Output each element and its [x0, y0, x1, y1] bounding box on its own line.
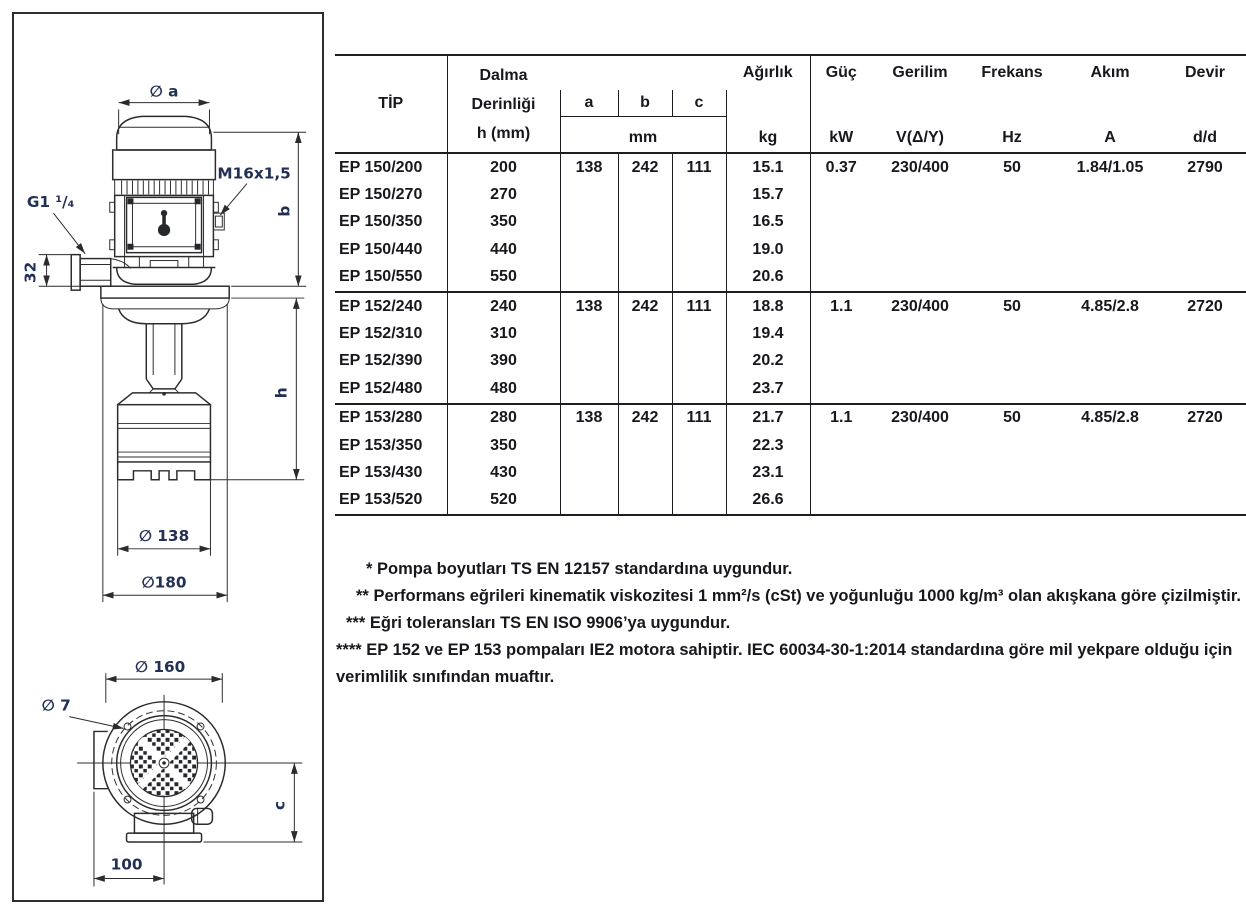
cell-h: 270 — [447, 181, 560, 208]
cell-amp: 4.85/2.8 — [1056, 404, 1164, 432]
col-header-mm-unit: mm — [560, 117, 726, 154]
pump-top-view-drawing — [42, 658, 303, 886]
cell-v — [872, 181, 968, 208]
cell-kg: 21.7 — [726, 404, 810, 432]
cell-c — [672, 487, 726, 515]
cell-tip: EP 150/440 — [339, 240, 423, 258]
cell-kg: 23.7 — [726, 375, 810, 403]
note-text: EP 152 ve EP 153 pompaları IE2 motora sahiptir. IEC 60034-30-1:2014 standardına göre mil yekpare olduğu için verimlilik sınıfından muaftır. — [336, 641, 1233, 686]
spec-table-body — [335, 153, 1246, 515]
cell-kg: 18.8 — [726, 292, 810, 320]
cell-hz: 50 — [968, 292, 1056, 320]
col-header-tip — [335, 55, 447, 153]
note-marker: *** — [346, 614, 366, 632]
cell-b — [618, 320, 672, 347]
table-row — [335, 153, 1246, 181]
col-header-weight: Ağırlık — [742, 64, 793, 81]
cell-h: 240 — [447, 292, 560, 320]
note-marker: **** — [336, 641, 362, 659]
dim-label-diameter-138: ∅ 138 — [138, 526, 190, 545]
cell-amp: 4.85/2.8 — [1056, 292, 1164, 320]
cell-hz — [968, 320, 1056, 347]
cell-v — [872, 459, 968, 486]
cell-c — [672, 209, 726, 236]
cell-c: 111 — [672, 292, 726, 320]
cell-b — [618, 264, 672, 292]
pump-dimension-drawing — [14, 14, 322, 900]
col-header-b: b — [618, 90, 672, 117]
cell-a — [560, 375, 618, 403]
cell-c: 111 — [672, 153, 726, 181]
cell-kw — [810, 264, 872, 292]
cell-h: 350 — [447, 209, 560, 236]
table-row — [335, 236, 1246, 263]
note-paragraph — [336, 610, 1242, 637]
cell-rpm — [1164, 375, 1246, 403]
immersion-line-1: Dalma — [479, 66, 528, 84]
cell-rpm: 2720 — [1164, 292, 1246, 320]
cell-tip: EP 150/350 — [339, 213, 423, 231]
cell-rpm — [1164, 236, 1246, 263]
col-header-weight-unit: kg — [726, 117, 810, 154]
cell-c: 111 — [672, 404, 726, 432]
cell-a — [560, 236, 618, 263]
col-header-voltage-unit: V(Δ/Y) — [896, 129, 944, 146]
cell-rpm — [1164, 320, 1246, 347]
cell-b — [618, 432, 672, 459]
cell-v: 230/400 — [872, 404, 968, 432]
col-header-speed: Devir — [1184, 64, 1226, 81]
dim-label-diameter-a: ∅ a — [149, 82, 179, 101]
power-spacer — [810, 90, 872, 117]
cell-h: 310 — [447, 320, 560, 347]
cell-h: 280 — [447, 404, 560, 432]
col-header-current-unit: A — [1104, 129, 1116, 146]
cell-h: 440 — [447, 236, 560, 263]
cell-a: 138 — [560, 292, 618, 320]
cell-c — [672, 320, 726, 347]
cell-rpm — [1164, 459, 1246, 486]
keyhole-icon — [158, 210, 170, 236]
cell-a — [560, 487, 618, 515]
note-text: Performans eğrileri kinematik viskozitesi 1 mm²/s (cSt) ve yoğunluğu 1000 kg/m³ olan akışkana göre çizilmiştir. — [373, 587, 1241, 605]
cell-rpm: 2790 — [1187, 158, 1223, 176]
cell-amp — [1056, 487, 1164, 515]
cell-kw — [810, 236, 872, 263]
cell-v — [872, 209, 968, 236]
cell-v — [872, 487, 968, 515]
cell-rpm — [1164, 487, 1246, 515]
cell-kw — [810, 487, 872, 515]
cell-c — [672, 432, 726, 459]
cell-kw — [810, 375, 872, 403]
dim-label-32: 32 — [21, 261, 40, 284]
cell-kg: 20.6 — [726, 264, 810, 292]
cell-h: 480 — [447, 375, 560, 403]
table-row — [335, 348, 1246, 375]
table-row — [335, 264, 1246, 292]
cell-kg: 19.4 — [726, 320, 810, 347]
col-header-speed-unit: d/d — [1193, 129, 1217, 146]
cell-tip: EP 153/280 — [335, 404, 447, 432]
note-paragraph — [336, 583, 1242, 610]
cell-b — [618, 209, 672, 236]
dim-label-b: b — [275, 205, 294, 217]
col-header-a: a — [560, 90, 618, 117]
dim-label-diameter-160: ∅ 160 — [134, 658, 186, 677]
immersion-line-3: h (mm) — [476, 124, 531, 142]
col-header-tip-label: TİP — [378, 95, 404, 112]
col-header-frequency-unit: Hz — [1002, 129, 1022, 146]
cell-kg: 19.0 — [726, 236, 810, 263]
table-row — [335, 292, 1246, 320]
cell-c — [672, 348, 726, 375]
cell-hz — [968, 236, 1056, 263]
table-row — [335, 181, 1246, 208]
cell-c — [672, 181, 726, 208]
cell-a — [560, 264, 618, 292]
table-row — [335, 404, 1246, 432]
cell-amp — [1056, 209, 1164, 236]
col-header-power-unit: kW — [810, 117, 872, 154]
cell-a: 138 — [560, 404, 618, 432]
cell-kg: 15.1 — [726, 153, 810, 181]
cell-b — [618, 459, 672, 486]
cell-b — [618, 348, 672, 375]
cell-b: 242 — [618, 404, 672, 432]
note-marker: * — [366, 560, 373, 578]
cell-h: 430 — [447, 459, 560, 486]
cell-amp — [1056, 432, 1164, 459]
cell-b: 242 — [618, 153, 672, 181]
cell-b — [618, 375, 672, 403]
cell-kg: 20.2 — [726, 348, 810, 375]
cell-a — [560, 320, 618, 347]
cell-kw — [810, 209, 872, 236]
col-header-current: Akım — [1090, 64, 1130, 81]
dim-label-diameter-180: ∅180 — [141, 573, 187, 592]
cell-tip: EP 153/350 — [339, 436, 423, 454]
cell-v: 230/400 — [872, 292, 968, 320]
cell-kw — [810, 432, 872, 459]
cell-a — [560, 459, 618, 486]
table-row — [335, 320, 1246, 347]
cell-tip: EP 150/200 — [339, 158, 423, 176]
weight-spacer — [726, 90, 810, 117]
dim-label-diameter-7: ∅ 7 — [41, 696, 71, 715]
cell-hz — [968, 209, 1056, 236]
cell-hz — [968, 348, 1056, 375]
dim-label-h: h — [272, 387, 291, 399]
cell-amp — [1056, 348, 1164, 375]
note-marker: ** — [356, 587, 369, 605]
col-header-power: Güç — [810, 55, 872, 90]
dim-label-inlet-g1-quarter: G1 ¹/₄ — [26, 193, 75, 212]
cell-c — [672, 459, 726, 486]
current-spacer — [1056, 90, 1164, 117]
cell-c — [672, 264, 726, 292]
dim-label-thread-m16: M16x1,5 — [217, 164, 291, 183]
note-text: Pompa boyutları TS EN 12157 standardına uygundur. — [377, 560, 793, 578]
cell-c — [672, 375, 726, 403]
abc-header-spacer — [560, 55, 726, 90]
cell-hz: 50 — [1003, 158, 1021, 176]
cell-kw — [810, 181, 872, 208]
cell-rpm — [1164, 209, 1246, 236]
table-row — [335, 432, 1246, 459]
table-row — [335, 375, 1246, 403]
cell-amp — [1056, 320, 1164, 347]
cell-kg: 15.7 — [726, 181, 810, 208]
cell-v — [872, 348, 968, 375]
cell-v — [872, 432, 968, 459]
cell-kw — [810, 348, 872, 375]
cell-amp — [1056, 264, 1164, 292]
cell-amp — [1056, 236, 1164, 263]
cell-tip: EP 153/520 — [339, 491, 423, 509]
cell-b — [618, 236, 672, 263]
cell-tip: EP 152/310 — [339, 325, 423, 343]
dim-label-c: c — [270, 800, 289, 811]
cell-rpm: 2720 — [1164, 404, 1246, 432]
cell-h: 350 — [447, 432, 560, 459]
spec-table — [335, 54, 1246, 516]
cell-tip: EP 150/270 — [339, 186, 423, 204]
table-row — [335, 487, 1246, 515]
cell-rpm — [1164, 264, 1246, 292]
cell-hz — [968, 459, 1056, 486]
cell-kg: 26.6 — [726, 487, 810, 515]
cell-h: 200 — [447, 153, 560, 181]
footnotes-section — [336, 556, 1242, 691]
cell-a — [560, 348, 618, 375]
col-header-c: c — [672, 90, 726, 117]
cell-hz: 50 — [968, 404, 1056, 432]
cell-amp — [1056, 459, 1164, 486]
cell-v — [872, 375, 968, 403]
cell-tip: EP 152/240 — [335, 292, 447, 320]
immersion-line-2: Derinliği — [471, 95, 536, 113]
drawing-panel — [12, 12, 324, 902]
pump-front-view-drawing — [22, 83, 306, 602]
cell-h: 390 — [447, 348, 560, 375]
cell-tip: EP 150/550 — [339, 268, 423, 286]
cell-rpm — [1164, 432, 1246, 459]
cell-a: 138 — [560, 153, 618, 181]
cell-v — [872, 236, 968, 263]
col-header-immersion-depth — [447, 55, 560, 153]
cell-b: 242 — [618, 292, 672, 320]
cell-kg: 16.5 — [726, 209, 810, 236]
cell-v — [872, 320, 968, 347]
cell-tip: EP 153/430 — [339, 463, 423, 481]
table-row — [335, 209, 1246, 236]
col-header-voltage: Gerilim — [892, 64, 948, 81]
cell-kw — [810, 459, 872, 486]
cell-hz — [968, 181, 1056, 208]
col-header-frequency: Frekans — [981, 64, 1043, 81]
note-paragraph — [336, 637, 1242, 691]
cell-hz — [968, 375, 1056, 403]
note-paragraph — [336, 556, 1242, 583]
cell-kw: 1.1 — [810, 292, 872, 320]
table-row — [335, 459, 1246, 486]
cell-c — [672, 236, 726, 263]
cell-hz — [968, 487, 1056, 515]
cell-v: 230/400 — [891, 158, 949, 176]
cell-h: 550 — [447, 264, 560, 292]
cell-kg: 22.3 — [726, 432, 810, 459]
cell-b — [618, 487, 672, 515]
cell-amp — [1056, 181, 1164, 208]
cell-kg: 23.1 — [726, 459, 810, 486]
cell-tip: EP 152/480 — [339, 379, 423, 397]
cell-kw: 1.1 — [810, 404, 872, 432]
cell-h: 520 — [447, 487, 560, 515]
cell-a — [560, 181, 618, 208]
dim-label-100: 100 — [110, 855, 143, 874]
note-text: Eğri toleransları TS EN ISO 9906’ya uygundur. — [369, 614, 731, 632]
cell-tip: EP 152/390 — [339, 352, 423, 370]
cell-v — [872, 264, 968, 292]
cell-a — [560, 209, 618, 236]
cell-amp — [1056, 375, 1164, 403]
cell-a — [560, 432, 618, 459]
cell-hz — [968, 264, 1056, 292]
cell-hz — [968, 432, 1056, 459]
frequency-spacer — [968, 90, 1056, 117]
cell-kw: 0.37 — [810, 153, 872, 181]
speed-spacer — [1164, 90, 1246, 117]
voltage-spacer — [872, 90, 968, 117]
cell-amp: 1.84/1.05 — [1076, 158, 1144, 176]
cell-rpm — [1164, 181, 1246, 208]
cell-b — [618, 181, 672, 208]
cell-kw — [810, 320, 872, 347]
cell-rpm — [1164, 348, 1246, 375]
